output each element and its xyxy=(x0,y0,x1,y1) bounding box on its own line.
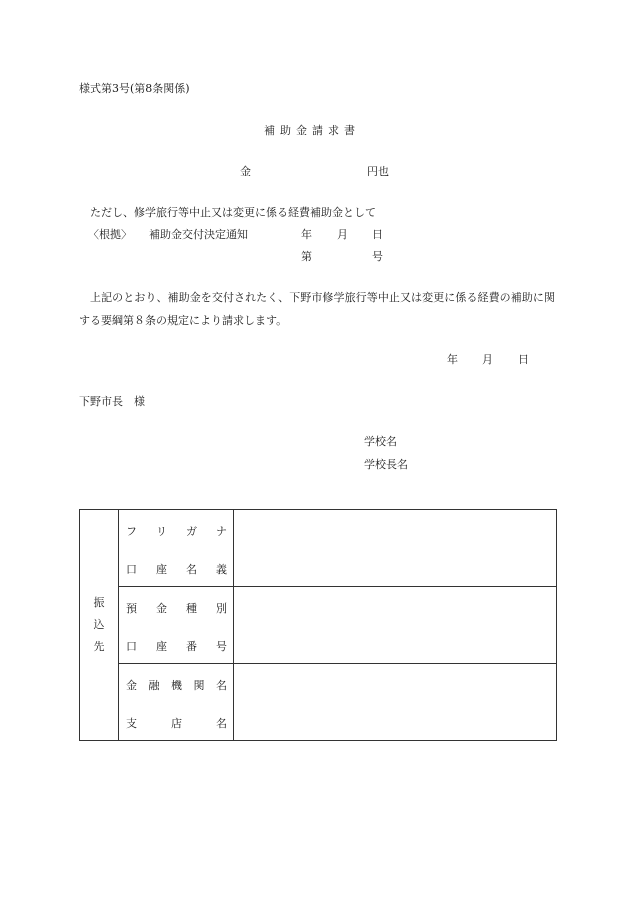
label-cell-bank-branch xyxy=(119,664,234,741)
label-char: 融 xyxy=(148,679,160,692)
label-char: 支 xyxy=(126,717,137,730)
form-number: 様式第3号(第8条関係) xyxy=(79,82,190,95)
body-text: 上記のとおり、補助金を交付されたく、下野市修学旅行等中止又は変更に係る経費の補助に関する要綱第８条の規定により請求します。 xyxy=(79,291,555,327)
label-text-row xyxy=(126,523,227,539)
label-char: 座 xyxy=(156,563,167,576)
basis-number-suffix: 号 xyxy=(372,250,383,263)
request-month: 月 xyxy=(482,353,493,366)
account-number-field[interactable] xyxy=(234,587,557,664)
label-char: 座 xyxy=(156,640,167,653)
basis-month: 月 xyxy=(337,228,348,241)
label-char: 関 xyxy=(193,679,205,692)
request-year: 年 xyxy=(447,353,458,366)
document-title: 補助金請求書 xyxy=(264,124,360,137)
basis-number-prefix: 第 xyxy=(301,250,312,263)
label-char: フ xyxy=(126,525,137,538)
label-char: ナ xyxy=(216,525,227,538)
basis-day: 日 xyxy=(372,228,383,241)
label-char: 機 xyxy=(171,679,182,692)
account-holder-field[interactable] xyxy=(234,510,557,587)
label-text-row xyxy=(126,715,227,731)
bank-section-label xyxy=(80,510,119,741)
section-char: 先 xyxy=(93,640,105,653)
school-name-label: 学校名 xyxy=(364,435,397,448)
section-char: 込 xyxy=(93,618,105,631)
bank-branch-field[interactable] xyxy=(234,664,557,741)
label-text-row xyxy=(126,600,227,616)
label-char: 種 xyxy=(186,602,197,615)
label-char: 名 xyxy=(216,679,227,692)
amount-prefix: 金 xyxy=(240,165,251,178)
label-char: 号 xyxy=(216,640,227,653)
label-text-row xyxy=(126,561,227,577)
furigana-label xyxy=(119,510,233,548)
amount-suffix: 円也 xyxy=(367,165,389,178)
label-text-row xyxy=(126,638,227,654)
basis-notice: 補助金交付決定通知 xyxy=(149,228,248,241)
deposit-type-label xyxy=(119,587,233,625)
label-char: 店 xyxy=(171,717,182,730)
label-char: 義 xyxy=(216,563,227,576)
label-char: 預 xyxy=(126,602,137,615)
account-number-label xyxy=(119,625,233,663)
account-holder-label xyxy=(119,548,233,586)
label-char: 金 xyxy=(156,602,167,615)
label-char: ガ xyxy=(186,525,197,538)
label-char: 口 xyxy=(126,640,137,653)
label-char: 金 xyxy=(126,679,137,692)
bank-name-label xyxy=(119,664,233,702)
label-cell-account-type-number xyxy=(119,587,234,664)
principal-name-label: 学校長名 xyxy=(364,458,408,471)
section-char: 振 xyxy=(93,596,105,609)
label-char: 番 xyxy=(186,640,197,653)
label-char: 別 xyxy=(216,602,227,615)
purpose-text: ただし、修学旅行等中止又は変更に係る経費補助金として xyxy=(90,206,376,219)
label-text-row xyxy=(126,677,227,693)
bank-transfer-table xyxy=(79,509,557,741)
basis-label: 〈根拠〉 xyxy=(88,228,132,241)
request-day: 日 xyxy=(518,353,529,366)
label-char: リ xyxy=(156,525,167,538)
label-char: 名 xyxy=(186,563,197,576)
basis-year: 年 xyxy=(301,228,312,241)
label-cell-furigana-holder xyxy=(119,510,234,587)
label-char: 口 xyxy=(126,563,137,576)
label-char: 名 xyxy=(216,717,227,730)
branch-label xyxy=(119,702,233,740)
addressee: 下野市長 様 xyxy=(79,395,145,408)
